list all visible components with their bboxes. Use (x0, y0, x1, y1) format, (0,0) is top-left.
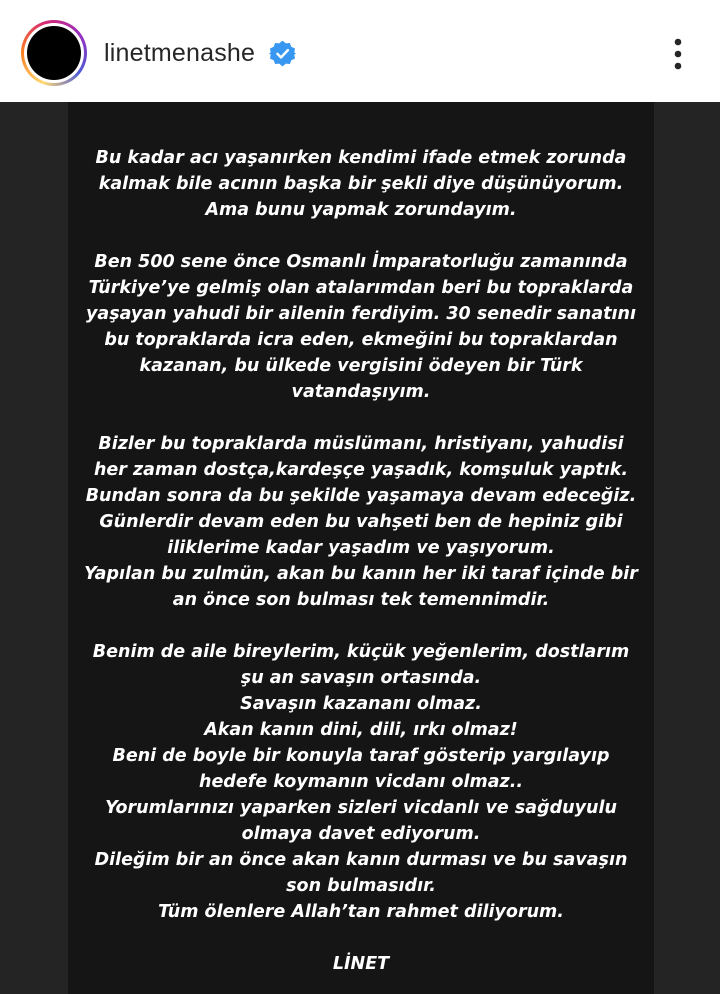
statement-line: hedefe koymanın vicdanı olmaz.. (198, 772, 523, 792)
paragraph-gap (68, 613, 654, 639)
statement-line: Ama bunu yapmak zorundayım. (205, 200, 517, 220)
username[interactable]: linetmenashe (104, 39, 256, 67)
paragraph-gap (68, 223, 654, 249)
statement-line: kalmak bile acının başka bir şekli diye düşünüyorum. (98, 174, 624, 194)
statement-line: Akan kanın dini, dili, ırkı olmaz! (204, 720, 518, 740)
statement-line: Günlerdir devam eden bu vahşeti ben de hepiniz gibi (99, 512, 623, 532)
statement-line: an önce son bulması tek temennimdir. (172, 590, 550, 610)
statement-line: Bizler bu topraklarda müslümanı, hristiyanı, yahudisi (98, 434, 624, 454)
statement-line: Yorumlarınızı yaparken sizleri vicdanlı ve sağduyulu (105, 798, 617, 818)
statement-line: Bundan sonra da bu şekilde yaşamaya devam edeceğiz. (85, 486, 637, 506)
post-header (0, 0, 720, 102)
statement-line: Benim de aile bireylerim, küçük yeğenlerim, dostlarım (92, 642, 630, 662)
signature: LİNET (332, 954, 390, 974)
paragraph-gap (68, 405, 654, 431)
statement-line: iliklerime kadar yaşadım ve yaşıyorum. (167, 538, 555, 558)
statement-line: Savaşın kazananı olmaz. (240, 694, 482, 714)
statement-line: son bulmasıdır. (286, 876, 436, 896)
statement-text (68, 145, 654, 977)
statement-line: Dileğim bir an önce akan kanın durması ve bu savaşın (94, 850, 628, 870)
post-image (0, 102, 720, 994)
statement-line: olmaya davet ediyorum. (241, 824, 481, 844)
statement-card (68, 102, 654, 994)
statement-line: her zaman dostça,kardeşçe yaşadık, komşuluk yaptık. (93, 460, 629, 480)
paragraph-gap (68, 925, 654, 951)
statement-line: vatandaşıyım. (291, 382, 431, 402)
statement-line: Tüm ölenlere Allah’tan rahmet diliyorum. (158, 902, 564, 922)
statement-line: kazanan, bu ülkede vergisini ödeyen bir Türk (139, 356, 583, 376)
statement-line: bu topraklarda icra eden, ekmeğini bu topraklardan (104, 330, 618, 350)
statement-line: şu an savaşın ortasında. (240, 668, 482, 688)
statement-line: Ben 500 sene önce Osmanlı İmparatorluğu zamanında (94, 252, 628, 272)
avatar[interactable] (27, 26, 81, 80)
statement-line: Türkiye’ye gelmiş olan atalarımdan beri bu topraklarda (88, 278, 634, 298)
statement-line: Beni de boyle bir konuyla taraf gösterip yargılayıp (112, 746, 610, 766)
story-ring[interactable] (21, 20, 87, 86)
statement-line: yaşayan yahudi bir ailenin ferdiyim. 30 senedir sanatını (86, 304, 636, 324)
verified-badge-icon (269, 40, 296, 67)
statement-line: Yapılan bu zulmün, akan bu kanın her iki taraf içinde bir (84, 564, 638, 584)
more-vertical-icon[interactable] (664, 34, 692, 74)
statement-line: Bu kadar acı yaşanırken kendimi ifade etmek zorunda (95, 148, 627, 168)
